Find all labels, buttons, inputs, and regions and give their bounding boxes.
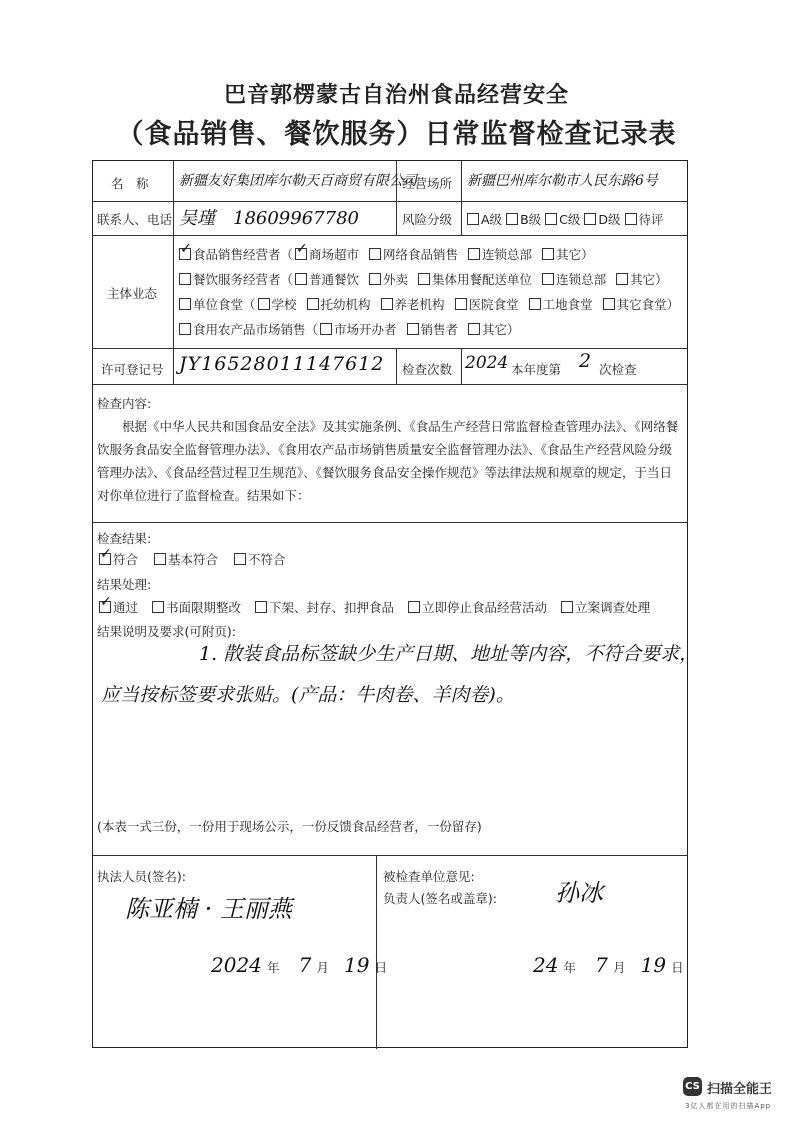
checkbox-label: 立案调查处理 [575, 600, 651, 615]
checkbox-option [295, 272, 359, 287]
checkbox-option [542, 272, 606, 287]
checkbox-option [179, 247, 293, 262]
checkbox-icon[interactable] [506, 213, 518, 225]
license-label: 许可登记号 [101, 362, 164, 377]
checkbox-label: 医院食堂 [468, 297, 519, 312]
checkbox-icon[interactable] [307, 298, 319, 310]
checkbox-option [506, 212, 541, 227]
enforcer-label: 执法人员(签名): [97, 869, 186, 884]
form-title-line1: 巴音郭楞蒙古自治州食品经营安全 [223, 83, 569, 108]
checkbox-icon[interactable] [369, 273, 381, 285]
checkbox-option [179, 272, 293, 287]
business-name-value: 新疆友好集团库尔勒天百商贸有限公司 [179, 173, 417, 189]
checkbox-option [320, 322, 397, 337]
check-count-label: 检查次数 [402, 362, 453, 377]
checkbox-option [418, 272, 532, 287]
checkbox-icon[interactable] [625, 213, 637, 225]
camscanner-logo-icon: CS [683, 1077, 702, 1096]
checkbox-option [529, 297, 593, 312]
inspection-content-label: 检查内容: [97, 396, 152, 411]
checkbox-label: 书面限期整改 [166, 600, 242, 615]
checkbox-option [616, 272, 668, 287]
checkbox-label: 其它） [556, 247, 594, 262]
checkbox-option [255, 600, 394, 615]
checkbox-option [369, 247, 458, 262]
checkbox-icon[interactable] [320, 323, 332, 335]
column-divider [376, 855, 377, 1049]
camscanner-name: 扫描全能王 [707, 1082, 773, 1097]
checkbox-icon[interactable] [295, 273, 307, 285]
row-divider [93, 855, 687, 856]
enforcer-date-year: 2024 [211, 953, 262, 977]
checkbox-label: 普通餐饮 [309, 272, 360, 287]
checkbox-label: 工地食堂 [542, 297, 593, 312]
explanation-line-2: 应当按标签要求张贴。(产品：牛肉卷、羊肉卷)。 [101, 684, 515, 706]
row-divider [93, 384, 687, 385]
name-label: 名 称 [111, 176, 149, 191]
checkbox-icon[interactable] [468, 323, 480, 335]
checkbox-icon[interactable] [545, 213, 557, 225]
form-title-line2: （食品销售、餐饮服务）日常监督检查记录表 [116, 119, 677, 150]
checkbox-option [561, 600, 650, 615]
year-label: 年 [267, 960, 280, 975]
inspection-result-options [99, 550, 302, 568]
checkbox-label: C级 [559, 212, 581, 227]
explanation-line-1: 1. 散装食品标签缺少生产日期、地址等内容，不符合要求， [199, 643, 699, 665]
checkbox-label: 学校 [271, 297, 297, 312]
checkbox-label: 托幼机构 [320, 297, 371, 312]
row-divider [93, 348, 687, 349]
checkbox-option [408, 600, 547, 615]
checkbox-label: 不符合 [248, 552, 286, 567]
checkbox-label: 网络食品销售 [383, 247, 459, 262]
checkbox-option [467, 212, 502, 227]
checkbox-option [381, 297, 445, 312]
checkbox-icon[interactable] [234, 553, 246, 565]
checkbox-label: 通过 [113, 600, 139, 615]
checkbox-icon[interactable] [529, 298, 541, 310]
unit-date-day: 19 [640, 953, 667, 977]
checkbox-option [625, 212, 664, 227]
checkbox-icon[interactable] [418, 273, 430, 285]
checkbox-option [542, 247, 594, 262]
inspection-form [92, 160, 699, 1048]
year-label: 年 [563, 960, 577, 975]
checkbox-icon[interactable] [542, 248, 554, 260]
business-type-row [179, 270, 678, 288]
risk-options [467, 210, 668, 228]
checkbox-option [603, 297, 680, 312]
checkbox-icon[interactable] [152, 601, 164, 613]
day-label: 日 [374, 960, 388, 975]
checkbox-label: 符合 [113, 552, 139, 567]
checkbox-option [258, 297, 297, 312]
checkbox-label: A级 [481, 212, 503, 227]
checkbox-label: 连锁总部 [482, 247, 533, 262]
column-divider [461, 348, 462, 384]
business-type-row [179, 320, 530, 338]
checkbox-icon[interactable] [468, 248, 480, 260]
checkbox-icon[interactable] [154, 553, 166, 565]
checkbox-option [99, 552, 138, 567]
explanation-label: 结果说明及要求(可附页): [97, 624, 236, 639]
checkbox-option [455, 297, 519, 312]
checkbox-icon[interactable] [369, 248, 381, 260]
checkbox-option [152, 600, 241, 615]
checkbox-option [369, 272, 408, 287]
month-label: 月 [612, 960, 626, 975]
checkbox-label: 其它食堂） [616, 297, 680, 312]
checked-checkbox-icon[interactable] [99, 601, 111, 613]
checkbox-icon[interactable] [584, 213, 596, 225]
checkbox-icon[interactable] [255, 601, 267, 613]
column-divider [173, 161, 174, 384]
responsible-label: 负责人(签名或盖章): [383, 891, 497, 906]
checked-checkbox-icon[interactable] [99, 553, 111, 565]
row-divider [93, 235, 687, 236]
checkbox-option [407, 322, 459, 337]
checkbox-option [545, 212, 580, 227]
checkbox-option [584, 212, 620, 227]
checkbox-label: 集体用餐配送单位 [432, 272, 533, 287]
handling-label: 结果处理: [97, 577, 152, 592]
checkbox-label: 待评 [638, 212, 664, 227]
checkbox-label: D级 [598, 212, 621, 227]
checkbox-icon[interactable] [407, 323, 419, 335]
enforcer-date [211, 953, 387, 977]
checkbox-label: 食品销售经营者（ [193, 247, 294, 262]
checkbox-icon[interactable] [258, 298, 270, 310]
row-divider [93, 522, 687, 523]
checkbox-option [179, 322, 318, 337]
checkbox-option [307, 297, 371, 312]
checkbox-label: 下架、封存、扣押食品 [269, 600, 395, 615]
day-label: 日 [671, 960, 684, 975]
checkbox-label: 市场开办者 [334, 322, 397, 337]
unit-opinion-label: 被检查单位意见: [383, 869, 475, 884]
camscanner-slogan: 3亿人都在用的扫描App [685, 1102, 772, 1110]
checkbox-icon[interactable] [603, 298, 615, 310]
enforcer-signature: 陈亚楠 · 王丽燕 [125, 895, 292, 923]
checkbox-label: 单位食堂（ [193, 297, 256, 312]
checkbox-label: 养老机构 [394, 297, 445, 312]
unit-date-year: 24 [533, 953, 559, 977]
checkbox-option [99, 600, 138, 615]
check-number-value: 2 [579, 350, 592, 372]
checkbox-option [154, 552, 218, 567]
copies-note: (本表一式三份，一份用于现场公示，一份反馈食品经营者，一份留存) [97, 819, 482, 834]
month-label: 月 [316, 960, 329, 975]
checkbox-label: 连锁总部 [556, 272, 607, 287]
checkbox-label: 其它） [630, 272, 668, 287]
risk-label: 风险分级 [402, 212, 453, 227]
times-suffix-label: 次检查 [599, 362, 637, 377]
handling-options [99, 598, 664, 616]
checkbox-label: 基本符合 [168, 552, 219, 567]
checkbox-icon[interactable] [408, 601, 420, 613]
column-divider [461, 161, 462, 235]
checkbox-icon[interactable] [179, 273, 191, 285]
business-address-value: 新疆巴州库尔勒市人民东路6号 [467, 173, 658, 189]
inspection-result-label: 检查结果: [97, 531, 152, 546]
checkbox-label: 其它） [482, 322, 520, 337]
enforcer-date-day: 19 [344, 953, 370, 977]
row-divider [93, 201, 687, 202]
checkbox-label: B级 [520, 212, 542, 227]
unit-date [533, 953, 684, 977]
address-label: 经营场所 [402, 176, 453, 191]
checkbox-option [295, 247, 359, 262]
checkbox-option [468, 322, 520, 337]
responsible-signature: 孙冰 [555, 879, 603, 907]
checkbox-icon[interactable] [381, 298, 393, 310]
license-number-value: JY16528011147612 [179, 353, 385, 375]
checkbox-label: 销售者 [420, 322, 459, 337]
checkbox-icon[interactable] [179, 323, 191, 335]
checkbox-icon[interactable] [616, 273, 628, 285]
checkbox-icon[interactable] [561, 601, 573, 613]
checkbox-label: 外卖 [383, 272, 409, 287]
business-type-label: 主体业态 [107, 286, 158, 301]
business-type-row [179, 295, 689, 313]
checkbox-icon[interactable] [455, 298, 467, 310]
inspection-content-text: 根据《中华人民共和国食品安全法》及其实施条例、《食品生产经营日常监督检查管理办法》、《网络餐饮服务食品安全监督管理办法》、《食用农产品市场销售质量安全监督管理办法》、《食品生产经营风险分级管理办法》、《食品经营过程卫生规范》、《餐饮服务食品安全操作规范》等法律法规和规章的规定，于当日对你单位进行了监督检查。结果如下： [97, 419, 679, 503]
column-divider [396, 348, 397, 384]
checkbox-icon[interactable] [467, 213, 479, 225]
business-type-row [179, 245, 604, 263]
year-suffix-label: 本年度第 [511, 362, 562, 377]
check-year-value: 2024 [465, 353, 509, 373]
checkbox-label: 食用农产品市场销售（ [193, 322, 319, 337]
checkbox-option [179, 297, 256, 312]
contact-value: 吴瑾 18609967780 [179, 208, 359, 229]
checked-checkbox-icon[interactable] [295, 248, 307, 260]
unit-date-month: 7 [595, 953, 608, 977]
checkbox-option [468, 247, 532, 262]
checkbox-label: 立即停止食品经营活动 [422, 600, 548, 615]
checked-checkbox-icon[interactable] [179, 248, 191, 260]
enforcer-date-month: 7 [298, 953, 312, 977]
contact-label: 联系人、电话 [97, 212, 173, 227]
checkbox-icon[interactable] [179, 298, 191, 310]
checkbox-option [234, 552, 286, 567]
checkbox-icon[interactable] [542, 273, 554, 285]
checkbox-label: 餐饮服务经营者（ [193, 272, 294, 287]
checkbox-label: 商场超市 [309, 247, 360, 262]
